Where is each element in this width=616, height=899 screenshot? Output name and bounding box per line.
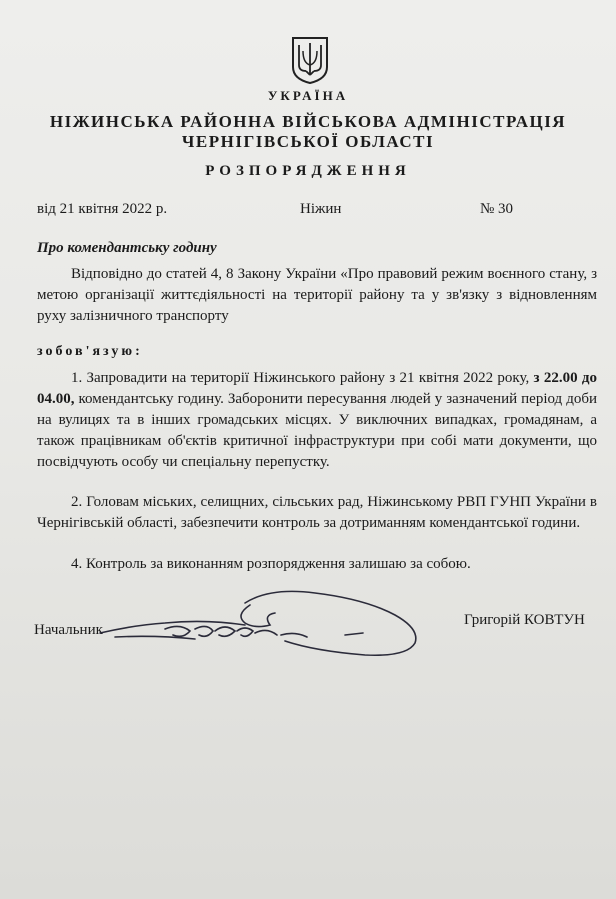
item-2-paragraph: 2. Головам міських, селищних, сільських рад, Ніжинському РВП ГУНП України в Чернігівській області, забезпечити контроль за дотриманням комендантської години. xyxy=(37,494,597,531)
organization-name xyxy=(0,112,616,152)
document-number: № 30 xyxy=(480,201,514,217)
trident-coat-of-arms-icon xyxy=(290,35,330,85)
signatory-name: Григорій КОВТУН xyxy=(464,612,585,628)
item-1-text-start: 1. Запровадити на території Ніжинського району з 21 квітня 2022 року, xyxy=(71,370,534,386)
item-1-text-end: комендантську годину. Заборонити пересування людей у зазначений період доби на вулицях та в інших громадських місцях. У виключних випадках, громадянам, а також працівникам об'єктів критичної інфраструктури при собі мати документи, що посвідчують особу чи спеціальну перепустку. xyxy=(37,391,597,470)
country-name: УКРАЇНА xyxy=(267,88,349,103)
curfew-hours: з 22.00 до 04.00, xyxy=(37,370,597,407)
item-4-paragraph: 4. Контроль за виконанням розпорядження залишаю за собою. xyxy=(71,556,471,572)
document-date: від 21 квітня 2022 р. xyxy=(37,201,168,217)
signatory-title: Начальник xyxy=(34,622,103,638)
organization-line-1: НІЖИНСЬКА РАЙОННА ВІЙСЬКОВА АДМІНІСТРАЦІЯ xyxy=(49,112,567,131)
preamble-paragraph: Відповідно до статей 4, 8 Закону України «Про правовий режим воєнного стану, з метою організації життєдіяльності на території району та у зв'язку з відновленням руху залізничного транспорту xyxy=(37,266,597,324)
organization-line-2: ЧЕРНІГІВСЬКОЇ ОБЛАСТІ xyxy=(181,132,435,151)
handwritten-signature xyxy=(95,585,425,660)
decree-word: зобов'язую: xyxy=(37,344,143,359)
document-subject: Про комендантську годину xyxy=(37,240,217,256)
item-1-paragraph xyxy=(37,368,597,473)
document-place: Ніжин xyxy=(300,201,342,217)
document-type: РОЗПОРЯДЖЕННЯ xyxy=(205,163,411,179)
